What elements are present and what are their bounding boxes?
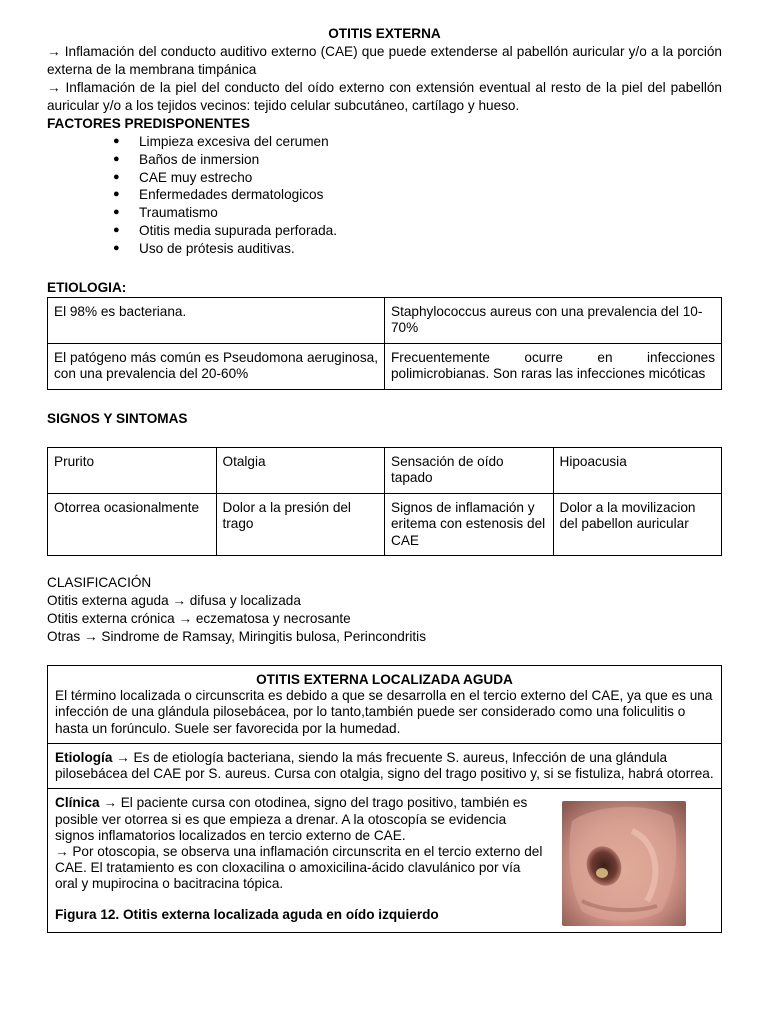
box-intro: El término localizada o circunscrita es debido a que se desarrolla en el tercio externo del CAE, ya que es una infección de una glándula pilosebácea, por lo tanto,también puede ser considerado como una foliculitis o hasta un forúnculo. Suele ser favorecida por la humedad. — [55, 688, 713, 736]
document-page — [47, 25, 722, 933]
table-cell: El 98% es bacteriana. — [48, 297, 385, 343]
clasificacion-heading: CLASIFICACIÓN — [47, 575, 152, 591]
clasificacion-line: Otras → Sindrome de Ramsay, Miringitis bulosa, Perincondritis — [47, 629, 426, 645]
definition-2: → Inflamación de la piel del conducto del oído externo con extensión eventual al resto de la piel del pabellón auricular y/o a los tejidos vecinos: tejido celular subcutáneo, cartílago y hueso. — [47, 80, 722, 113]
table-cell: Signos de inflamación y eritema con estenosis del CAE — [385, 493, 554, 556]
etiologia-label: Etiología — [55, 749, 113, 765]
clinica-text-block — [55, 795, 545, 926]
clinica-label: Clínica — [55, 795, 100, 811]
clinica-text: → El paciente cursa con otodinea, signo del trago positivo, también es posible ver otorrea si es que empieza a drenar. A la otoscopía se evidencia signos inflamatorios localizados en tercio externo de CAE. — [55, 795, 528, 843]
etiologia-text: → Es de etiología bacteriana, siendo la más frecuente S. aureus, Infección de una glándula pilosebácea del CAE por S. aureus. Cursa con otalgia, signo del trago positivo y, si se fistuliza, habrá otorrea. — [55, 749, 714, 782]
etiologia-heading: ETIOLOGIA: — [47, 279, 127, 295]
list-item: ● Traumatismo — [113, 204, 722, 222]
etiologia-table — [47, 297, 722, 390]
box-intro-cell — [48, 666, 721, 743]
table-cell: El patógeno más común es Pseudomona aeruginosa, con una prevalencia del 20-60% — [48, 343, 385, 389]
box-etiologia-cell — [48, 743, 721, 788]
document-title: OTITIS EXTERNA — [328, 26, 441, 41]
list-item: ● CAE muy estrecho — [113, 169, 722, 187]
factores-heading: FACTORES PREDISPONENTES — [47, 116, 250, 131]
table-cell: Sensación de oído tapado — [385, 447, 554, 493]
clasificacion-line: Otitis externa aguda → difusa y localizada — [47, 593, 301, 609]
table-row — [48, 447, 722, 493]
box-title: OTITIS EXTERNA LOCALIZADA AGUDA — [256, 672, 513, 688]
table-row — [48, 343, 722, 389]
table-row — [48, 297, 722, 343]
table-cell: Otalgia — [216, 447, 385, 493]
list-item: ● Limpieza excesiva del cerumen — [113, 133, 722, 151]
localizada-box — [47, 665, 722, 933]
clasificacion-line: Otitis externa crónica → eczematosa y necrosante — [47, 611, 351, 627]
figure-caption: Figura 12. Otitis externa localizada aguda en oído izquierdo — [55, 906, 439, 922]
list-item: ● Baños de inmersion — [113, 151, 722, 169]
table-cell: Prurito — [48, 447, 217, 493]
list-item: ● Otitis media supurada perforada. — [113, 222, 722, 240]
list-item: ● Uso de prótesis auditivas. — [113, 240, 722, 258]
table-cell: Dolor a la movilizacion del pabellon auricular — [553, 493, 722, 556]
ear-photo — [562, 801, 686, 926]
signos-heading: SIGNOS Y SINTOMAS — [47, 410, 188, 426]
signos-table — [47, 447, 722, 557]
table-cell: Hipoacusia — [553, 447, 722, 493]
box-clinica-cell — [48, 788, 721, 932]
factores-list — [47, 133, 722, 258]
table-cell: Dolor a la presión del trago — [216, 493, 385, 556]
table-cell: Frecuentemente ocurre en infecciones polimicrobianas. Son raras las infecciones micóticas — [385, 343, 722, 389]
definition-1: → Inflamación del conducto auditivo externo (CAE) que puede extenderse al pabellón auricular y/o a la porción externa de la membrana timpánica — [47, 44, 722, 77]
table-cell: Otorrea ocasionalmente — [48, 493, 217, 556]
list-item: ● Enfermedades dermatologicos — [113, 186, 722, 204]
table-row — [48, 493, 722, 556]
table-cell: Staphylococcus aureus con una prevalencia del 10-70% — [385, 297, 722, 343]
clinica-text-2: → Por otoscopia, se observa una inflamación circunscrita en el tercio externo del CAE. El tratamiento es con cloxacilina o amoxicilina-ácido clavulánico por vía oral y mupirocina o bacitracina tópica. — [55, 843, 543, 892]
